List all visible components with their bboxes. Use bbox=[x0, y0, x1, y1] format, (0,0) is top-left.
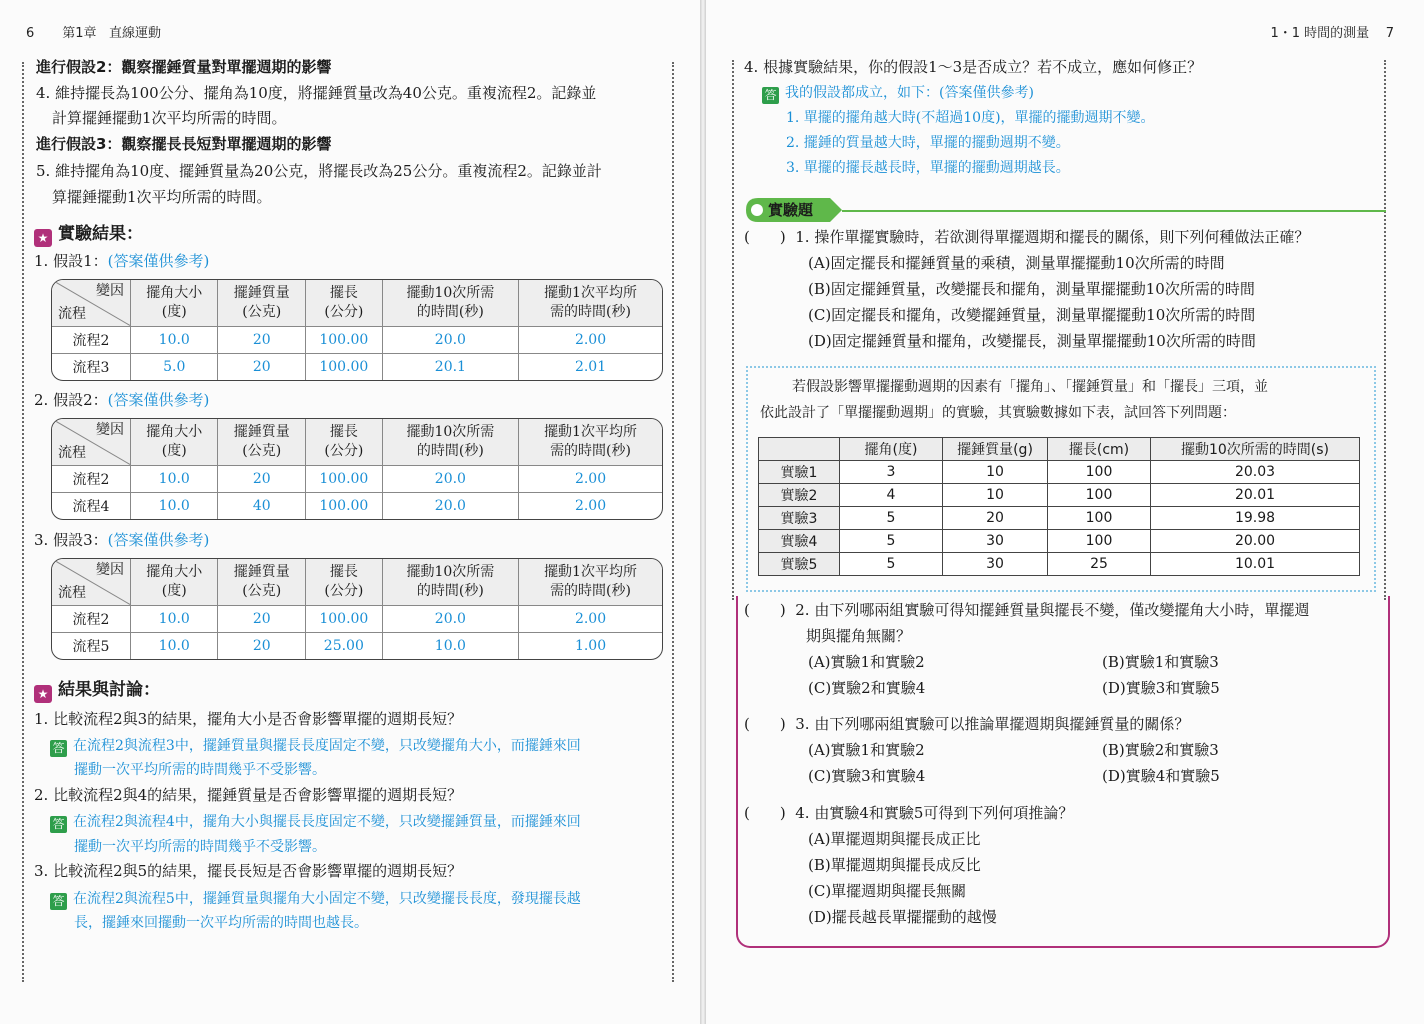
discussion-q2: 2. 比較流程2與4的結果，擺錘質量是否會影響單擺的週期長短？ bbox=[34, 786, 463, 804]
mc-q2-stem1: 2. 由下列哪兩組實驗可得知擺錘質量與擺長不變，僅改變擺角大小時，單擺週 bbox=[795, 601, 1310, 619]
answer-blank: ( ) bbox=[744, 601, 786, 619]
cell: 10.0 bbox=[131, 465, 218, 492]
mc-q1-option-d: (D)固定擺錘質量和擺角，改變擺長，測量單擺擺動10次所需的時間 bbox=[808, 332, 1256, 350]
corner-bottom: 流程 bbox=[58, 444, 86, 461]
mc-q4 bbox=[744, 800, 1073, 826]
row-label: 流程4 bbox=[52, 492, 131, 519]
left-margin-line bbox=[22, 62, 24, 982]
discussion-title: 結果與討論： bbox=[58, 680, 160, 700]
results-title: 實驗結果： bbox=[58, 224, 143, 244]
hypothesis1-label bbox=[34, 248, 209, 274]
mc-q1 bbox=[744, 224, 1309, 250]
cell: 100 bbox=[1048, 530, 1151, 553]
mc-q3-option-b: (B)實驗2和實驗3 bbox=[1102, 741, 1219, 759]
cell: 100 bbox=[1048, 461, 1151, 484]
cell: 20 bbox=[218, 353, 305, 380]
step5-line1: 5. 維持擺角為10度、擺錘質量為20公克，將擺長改為25公分。重複流程2。記錄並計 bbox=[36, 162, 602, 180]
cell: 4 bbox=[840, 484, 943, 507]
table-row bbox=[759, 507, 1360, 530]
hypothesis3-heading: 進行假設3：觀察擺長長短對單擺週期的影響 bbox=[36, 135, 332, 153]
cell: 20 bbox=[218, 326, 305, 353]
cell: 25 bbox=[1048, 553, 1151, 576]
right-running-header bbox=[1271, 22, 1395, 41]
step4-line2: 計算擺錘擺動1次平均所需的時間。 bbox=[52, 109, 287, 127]
corner-bottom: 流程 bbox=[58, 305, 86, 322]
cell: 20.0 bbox=[382, 465, 518, 492]
answer-blank: ( ) bbox=[744, 804, 786, 822]
discussion-a3-text1: 在流程2與流程5中，擺錘質量與擺角大小固定不變，只改變擺長長度，發現擺長越 bbox=[73, 891, 581, 907]
right-margin-line bbox=[672, 62, 674, 982]
box-text-line1: 若假設影響單擺擺動週期的因素有「擺角」、「擺錘質量」和「擺長」三項，並 bbox=[792, 379, 1268, 395]
cell: 5 bbox=[840, 507, 943, 530]
corner-top: 變因 bbox=[96, 283, 124, 299]
cell: 20.0 bbox=[382, 326, 518, 353]
cell: 100.00 bbox=[305, 465, 382, 492]
cell: 20 bbox=[218, 605, 305, 632]
mc-q1-option-a: (A)固定擺長和擺錘質量的乘積，測量單擺擺動10次所需的時間 bbox=[808, 254, 1225, 272]
discussion-a1-line1 bbox=[50, 733, 581, 759]
cell: 20.0 bbox=[382, 492, 518, 519]
table-row bbox=[759, 484, 1360, 507]
table-header bbox=[759, 438, 840, 461]
table-row bbox=[52, 353, 662, 380]
answer-badge: 答 bbox=[762, 87, 779, 104]
mc-q3-option-d: (D)實驗4和實驗5 bbox=[1102, 767, 1220, 785]
q4-answer bbox=[762, 80, 1034, 106]
cell: 10.0 bbox=[131, 632, 218, 659]
hypothesis3-note: (答案僅供參考) bbox=[107, 531, 210, 549]
cell: 3 bbox=[840, 461, 943, 484]
cell: 20 bbox=[218, 632, 305, 659]
col-mass: 擺錘質量 (公克) bbox=[218, 559, 305, 605]
tag-rule bbox=[842, 210, 1386, 212]
cell: 5.0 bbox=[131, 353, 218, 380]
cell: 2.00 bbox=[519, 605, 662, 632]
discussion-a2-line1 bbox=[50, 809, 581, 835]
row-label: 實驗3 bbox=[759, 507, 840, 530]
cell: 40 bbox=[218, 492, 305, 519]
table-row bbox=[759, 553, 1360, 576]
hypothesis1-table bbox=[51, 279, 663, 381]
cell: 100.00 bbox=[305, 326, 382, 353]
col-time1: 擺動1次平均所 需的時間(秒) bbox=[519, 559, 662, 605]
hypothesis3-table bbox=[51, 558, 663, 660]
step5-line2: 算擺錘擺動1次平均所需的時間。 bbox=[52, 188, 272, 206]
col-time10: 擺動10次所需 的時間(秒) bbox=[382, 559, 518, 605]
results-heading bbox=[34, 221, 143, 247]
mc-q1-stem: 1. 操作單擺實驗時，若欲測得單擺週期和擺長的關係，則下列何種做法正確？ bbox=[795, 228, 1310, 246]
table-row bbox=[52, 605, 662, 632]
cell: 10 bbox=[943, 484, 1048, 507]
col-angle: 擺角大小 (度) bbox=[131, 280, 218, 326]
table-row bbox=[52, 465, 662, 492]
hypothesis2-label-text: 2. 假設2： bbox=[34, 391, 108, 409]
hypothesis2-label bbox=[34, 387, 209, 413]
cell: 20.00 bbox=[1151, 530, 1360, 553]
box-text-line2: 依此設計了「單擺擺動週期」的實驗，其實驗數據如下表，試回答下列問題： bbox=[760, 405, 1236, 421]
answer-badge: 答 bbox=[50, 816, 67, 833]
hypothesis3-label-text: 3. 假設3： bbox=[34, 531, 108, 549]
row-label: 流程2 bbox=[52, 605, 131, 632]
cell: 10.0 bbox=[131, 326, 218, 353]
row-label: 流程5 bbox=[52, 632, 131, 659]
corner-cell bbox=[52, 280, 131, 326]
discussion-q1: 1. 比較流程2與3的結果，擺角大小是否會影響單擺的週期長短？ bbox=[34, 710, 463, 728]
chapter-title: 直線運動 bbox=[108, 26, 161, 41]
cell: 5 bbox=[840, 530, 943, 553]
col-time1: 擺動1次平均所 需的時間(秒) bbox=[519, 280, 662, 326]
right-right-margin-line bbox=[1384, 60, 1386, 600]
answer-blank: ( ) bbox=[744, 715, 786, 733]
mc-q2-option-a: (A)實驗1和實驗2 bbox=[808, 653, 925, 671]
cell: 10.0 bbox=[131, 492, 218, 519]
experiment-data-table bbox=[758, 437, 1360, 576]
mc-q2-stem2: 期與擺角無關？ bbox=[806, 627, 912, 645]
mc-q4-option-d: (D)擺長越長單擺擺動的越慢 bbox=[808, 908, 997, 926]
col-length: 擺長 (公分) bbox=[305, 559, 382, 605]
row-label: 實驗1 bbox=[759, 461, 840, 484]
cell: 30 bbox=[943, 553, 1048, 576]
cell: 20.01 bbox=[1151, 484, 1360, 507]
table-header: 擺角(度) bbox=[840, 438, 943, 461]
row-label: 流程2 bbox=[52, 465, 131, 492]
cell: 2.00 bbox=[519, 326, 662, 353]
col-time1: 擺動1次平均所 需的時間(秒) bbox=[519, 419, 662, 465]
cell: 2.00 bbox=[519, 465, 662, 492]
mc-q3-option-a: (A)實驗1和實驗2 bbox=[808, 741, 925, 759]
chapter-label: 第1章 bbox=[62, 26, 97, 41]
cell: 2.01 bbox=[519, 353, 662, 380]
left-page-number: 6 bbox=[26, 26, 35, 41]
discussion-a2-line2: 擺動一次平均所需的時間幾乎不受影響。 bbox=[74, 839, 326, 855]
cell: 20 bbox=[218, 465, 305, 492]
discussion-q3: 3. 比較流程2與5的結果，擺長長短是否會影響單擺的週期長短？ bbox=[34, 862, 463, 880]
cell: 20 bbox=[943, 507, 1048, 530]
cell: 1.00 bbox=[519, 632, 662, 659]
hypothesis1-note: (答案僅供參考) bbox=[107, 252, 210, 270]
row-label: 流程3 bbox=[52, 353, 131, 380]
discussion-a2-text1: 在流程2與流程4中，擺角大小與擺長長度固定不變，只改變擺錘質量，而擺錘來回 bbox=[73, 814, 581, 830]
col-length: 擺長 (公分) bbox=[305, 280, 382, 326]
mc-q2 bbox=[744, 597, 1309, 623]
corner-cell bbox=[52, 419, 131, 465]
q4-point3: 3. 單擺的擺長越長時，單擺的擺動週期越長。 bbox=[786, 160, 1070, 176]
cell: 10.01 bbox=[1151, 553, 1360, 576]
experiment-tag bbox=[746, 198, 842, 222]
table-row bbox=[759, 461, 1360, 484]
cell: 100 bbox=[1048, 507, 1151, 530]
star-icon: ★ bbox=[34, 685, 52, 703]
col-angle: 擺角大小 (度) bbox=[131, 419, 218, 465]
right-page-number: 7 bbox=[1385, 26, 1394, 41]
corner-top: 變因 bbox=[96, 562, 124, 578]
corner-cell bbox=[52, 559, 131, 605]
col-time10: 擺動10次所需 的時間(秒) bbox=[382, 280, 518, 326]
section-title: 1・1 時間的測量 bbox=[1270, 26, 1370, 41]
discussion-a1-line2: 擺動一次平均所需的時間幾乎不受影響。 bbox=[74, 762, 326, 778]
cell: 20.03 bbox=[1151, 461, 1360, 484]
mc-q4-stem: 4. 由實驗4和實驗5可得到下列何項推論？ bbox=[795, 804, 1074, 822]
hypothesis1-label-text: 1. 假設1： bbox=[34, 252, 108, 270]
cell: 100 bbox=[1048, 484, 1151, 507]
col-mass: 擺錘質量 (公克) bbox=[218, 419, 305, 465]
cell: 25.00 bbox=[305, 632, 382, 659]
cell: 10 bbox=[943, 461, 1048, 484]
q4-text: 4. 根據實驗結果，你的假設1～3是否成立？若不成立，應如何修正？ bbox=[744, 58, 1203, 76]
answer-blank: ( ) bbox=[744, 228, 786, 246]
hypothesis2-note: (答案僅供參考) bbox=[107, 391, 210, 409]
row-label: 流程2 bbox=[52, 326, 131, 353]
cell: 2.00 bbox=[519, 492, 662, 519]
mc-q4-option-c: (C)單擺週期與擺長無關 bbox=[808, 882, 967, 900]
cell: 100.00 bbox=[305, 492, 382, 519]
mc-q2-option-d: (D)實驗3和實驗5 bbox=[1102, 679, 1220, 697]
star-icon: ★ bbox=[34, 229, 52, 247]
cell: 100.00 bbox=[305, 353, 382, 380]
mc-q4-option-a: (A)單擺週期與擺長成正比 bbox=[808, 830, 981, 848]
cell: 100.00 bbox=[305, 605, 382, 632]
mc-q3 bbox=[744, 711, 1189, 737]
answer-badge: 答 bbox=[50, 740, 67, 757]
mc-q4-option-b: (B)單擺週期與擺長成反比 bbox=[808, 856, 981, 874]
cell: 20.1 bbox=[382, 353, 518, 380]
discussion-a1-text1: 在流程2與流程3中，擺錘質量與擺長長度固定不變，只改變擺角大小，而擺錘來回 bbox=[73, 738, 581, 754]
hypothesis3-label bbox=[34, 527, 209, 553]
row-label: 實驗4 bbox=[759, 530, 840, 553]
q4-point1: 1. 單擺的擺角越大時(不超過10度)，單擺的擺動週期不變。 bbox=[786, 110, 1155, 126]
cell: 30 bbox=[943, 530, 1048, 553]
table-header: 擺動10次所需的時間(s) bbox=[1151, 438, 1360, 461]
row-label: 實驗5 bbox=[759, 553, 840, 576]
right-left-margin-line bbox=[732, 60, 734, 600]
mc-q2-option-b: (B)實驗1和實驗3 bbox=[1102, 653, 1219, 671]
discussion-a3-line2: 長，擺錘來回擺動一次平均所需的時間也越長。 bbox=[74, 915, 368, 931]
mc-q2-option-c: (C)實驗2和實驗4 bbox=[808, 679, 926, 697]
discussion-a3-line1 bbox=[50, 886, 581, 912]
mc-q3-stem: 3. 由下列哪兩組實驗可以推論單擺週期與擺錘質量的關係？ bbox=[795, 715, 1190, 733]
hypothesis2-heading: 進行假設2：觀察擺錘質量對單擺週期的影響 bbox=[36, 58, 332, 76]
cell: 10.0 bbox=[382, 632, 518, 659]
left-running-header bbox=[26, 22, 161, 41]
col-mass: 擺錘質量 (公克) bbox=[218, 280, 305, 326]
hypothesis2-table bbox=[51, 418, 663, 520]
col-angle: 擺角大小 (度) bbox=[131, 559, 218, 605]
cell: 5 bbox=[840, 553, 943, 576]
corner-bottom: 流程 bbox=[58, 584, 86, 601]
table-header: 擺錘質量(g) bbox=[943, 438, 1048, 461]
table-row bbox=[52, 632, 662, 659]
table-header: 擺長(cm) bbox=[1048, 438, 1151, 461]
discussion-heading bbox=[34, 677, 160, 703]
q4-point2: 2. 擺錘的質量越大時，單擺的擺動週期不變。 bbox=[786, 135, 1070, 151]
mc-q1-option-c: (C)固定擺長和擺角，改變擺錘質量，測量單擺擺動10次所需的時間 bbox=[808, 306, 1256, 324]
table-row bbox=[52, 326, 662, 353]
row-label: 實驗2 bbox=[759, 484, 840, 507]
mc-q1-option-b: (B)固定擺錘質量，改變擺長和擺角，測量單擺擺動10次所需的時間 bbox=[808, 280, 1255, 298]
answer-badge: 答 bbox=[50, 893, 67, 910]
table-row bbox=[52, 492, 662, 519]
col-length: 擺長 (公分) bbox=[305, 419, 382, 465]
experiment-tag-label: 實驗題 bbox=[768, 201, 814, 219]
cell: 19.98 bbox=[1151, 507, 1360, 530]
step4-line1: 4. 維持擺長為100公分、擺角為10度，將擺錘質量改為40公克。重複流程2。記錄並 bbox=[36, 84, 597, 102]
col-time10: 擺動10次所需 的時間(秒) bbox=[382, 419, 518, 465]
corner-top: 變因 bbox=[96, 422, 124, 438]
cell: 10.0 bbox=[131, 605, 218, 632]
mc-q3-option-c: (C)實驗3和實驗4 bbox=[808, 767, 926, 785]
cell: 20.0 bbox=[382, 605, 518, 632]
q4-answer-text: 我的假設都成立，如下：(答案僅供參考) bbox=[785, 85, 1034, 101]
table-row bbox=[759, 530, 1360, 553]
left-page bbox=[0, 0, 700, 1024]
